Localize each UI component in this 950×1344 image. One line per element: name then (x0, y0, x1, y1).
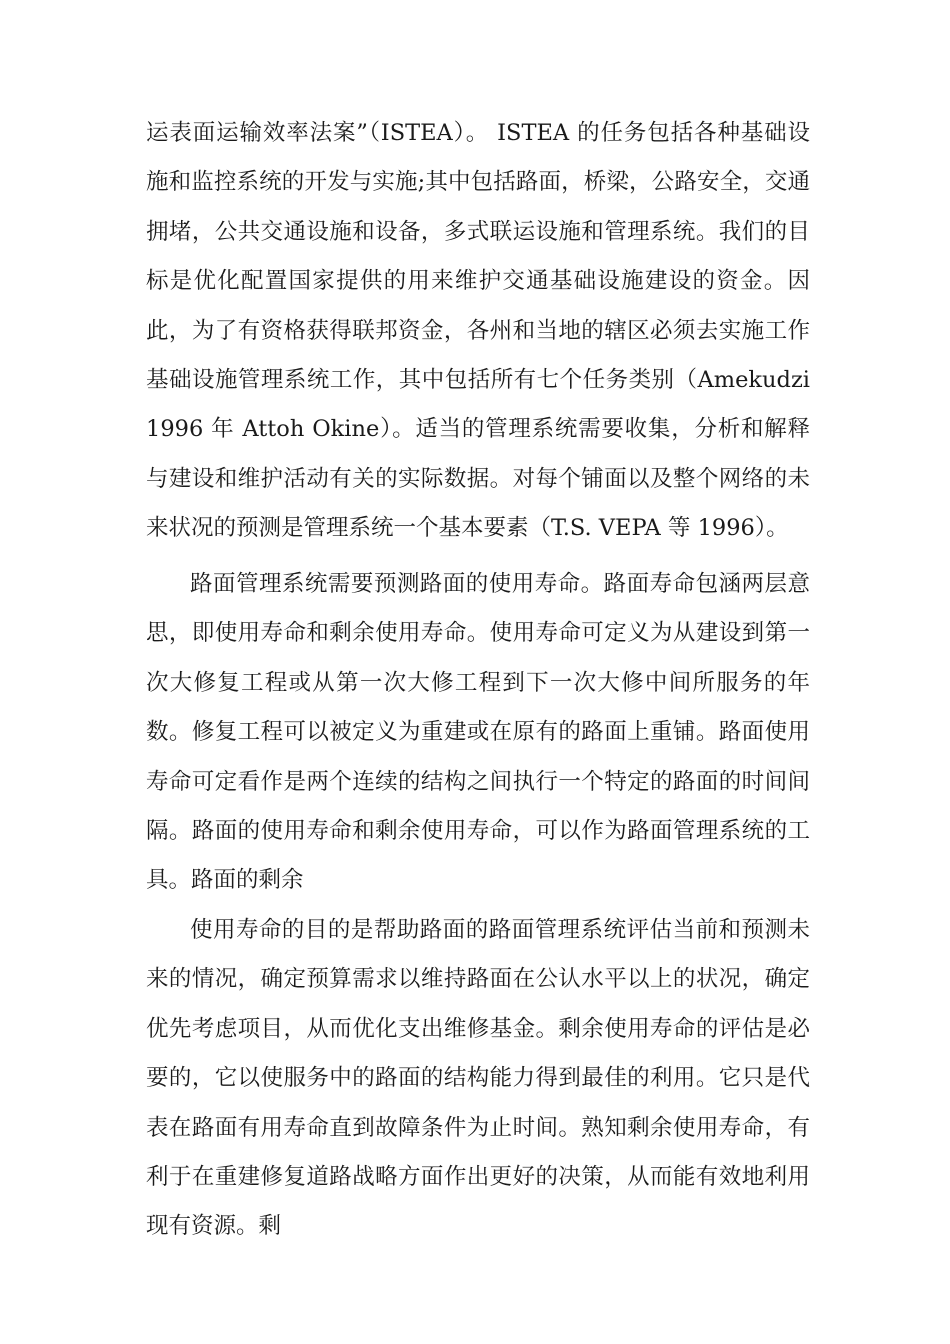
paragraph-istea: 运表面运输效率法案”（ISTEA）。 ISTEA 的任务包括各种基础设施和监控系统的开发与实施;其中包括路面，桥梁，公路安全，交通拥堵，公共交通设施和设备，多式联运设施和管理系统。我们的目标是优化配置国家提供的用来维护交通基础设施建设的资金。因此，为了有资格获得联邦资金，各州和当地的辖区必须去实施工作基础设施管理系统工作，其中包括所有七个任务类别（Amekudzi1996 年 Attoh Okine）。适当的管理系统需要收集，分析和解释与建设和维护活动有关的实际数据。对每个铺面以及整个网络的未来状况的预测是管理系统一个基本要素（T.S. VEPA 等 1996）。 (146, 120, 810, 542)
paragraph-remaining-life: 使用寿命的目的是帮助路面的路面管理系统评估当前和预测未来的情况，确定预算需求以维持路面在公认水平以上的状况，确定优先考虑项目，从而优化支出维修基金。剩余使用寿命的评估是必要的，它以使服务中的路面的结构能力得到最佳的利用。它只是代表在路面有用寿命直到故障条件为止时间。熟知剩余使用寿命，有利于在重建修复道路战略方面作出更好的决策，从而能有效地利用现有资源。剩 (146, 917, 810, 1240)
paragraph-pavement-life: 路面管理系统需要预测路面的使用寿命。路面寿命包涵两层意思，即使用寿命和剩余使用寿命。使用寿命可定义为从建设到第一次大修复工程或从第一次大修工程到下一次大修中间所服务的年数。修复工程可以被定义为重建或在原有的路面上重铺。路面使用寿命可定看作是两个连续的结构之间执行一个特定的路面的时间间隔。路面的使用寿命和剩余使用寿命，可以作为路面管理系统的工具。路面的剩余 (146, 571, 810, 894)
